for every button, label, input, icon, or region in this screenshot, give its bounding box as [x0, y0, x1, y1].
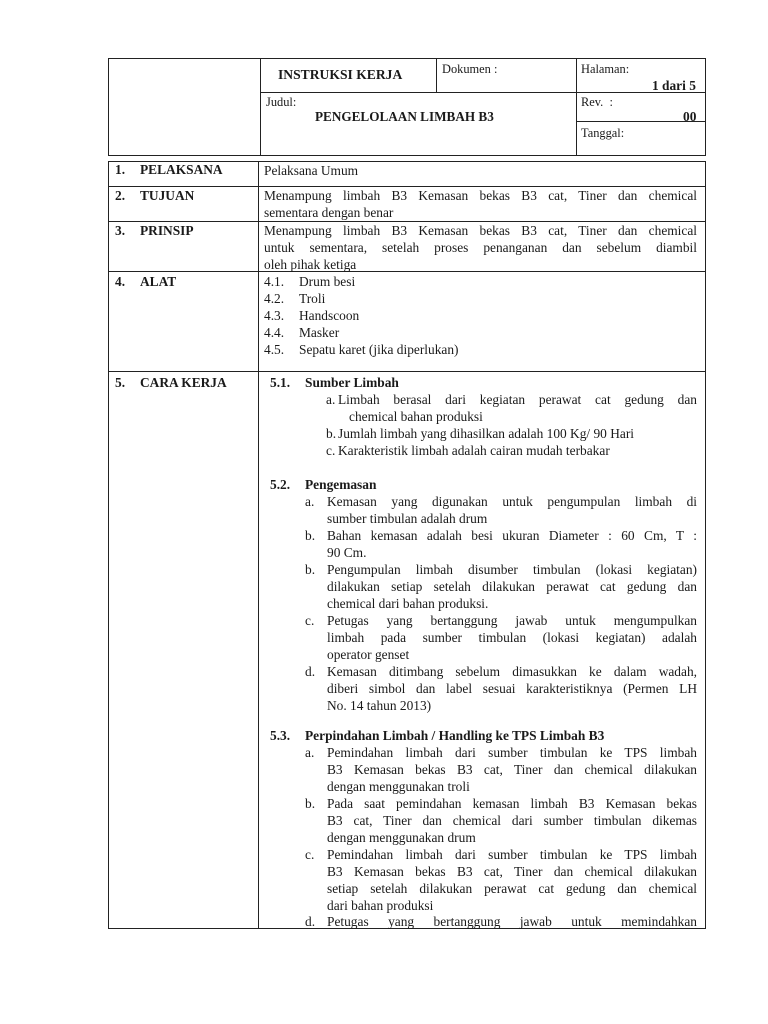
- list-line: operator genset: [327, 647, 410, 662]
- pelaksana-num: 1.: [115, 162, 126, 177]
- list-label: c.: [305, 613, 315, 628]
- alat-num: 4.: [115, 274, 126, 289]
- list-line: dengan menggunakan drum: [327, 830, 476, 845]
- alat-item-num: 4.3.: [264, 308, 285, 323]
- subsection-title: Sumber Limbah: [305, 375, 399, 390]
- list-line: setiap setelah dilakukan perawat cat gedung dan chemical: [327, 881, 697, 896]
- judul-label: Judul:: [266, 95, 297, 109]
- list-line: Petugas yang bertanggung jawab untuk mengumpulkan: [327, 613, 697, 628]
- prinsip-line-2: untuk sementara, setelah proses penanganan dan sebelum diambil: [264, 240, 697, 255]
- alat-item-num: 4.2.: [264, 291, 285, 306]
- alat-title: ALAT: [140, 274, 177, 289]
- list-line: chemical dari bahan produksi.: [327, 596, 489, 611]
- list-line: Bahan kemasan adalah besi ukuran Diameter : 60 Cm, T :: [327, 528, 697, 543]
- list-line: No. 14 tahun 2013): [327, 698, 432, 713]
- list-label: b.: [305, 562, 316, 577]
- list-line: Pada saat pemindahan kemasan limbah B3 Kemasan bekas: [327, 796, 697, 811]
- list-line: sumber timbulan adalah drum: [327, 511, 488, 526]
- alat-item-text: Troli: [299, 291, 326, 306]
- list-label: b.: [305, 528, 316, 543]
- list-label: a.: [305, 745, 315, 760]
- list-line: Limbah berasal dari kegiatan perawat cat gedung dan: [338, 392, 697, 407]
- subsection-num: 5.2.: [270, 477, 291, 492]
- list-line: chemical bahan produksi: [349, 409, 483, 424]
- alat-item-text: Sepatu karet (jika diperlukan): [299, 342, 459, 357]
- subsection-num: 5.3.: [270, 728, 291, 743]
- list-line: Pemindahan limbah dari sumber timbulan ke TPS limbah: [327, 745, 697, 760]
- dokumen-label: Dokumen :: [442, 62, 498, 76]
- list-label: a.: [326, 392, 336, 407]
- list-line: Karakteristik limbah adalah cairan mudah terbakar: [338, 443, 610, 458]
- list-label: d.: [305, 914, 316, 929]
- prinsip-line-3: oleh pihak ketiga: [264, 257, 357, 272]
- list-line: Pengumpulan limbah disumber timbulan (lokasi kegiatan): [327, 562, 697, 577]
- list-line: 90 Cm.: [327, 545, 367, 560]
- prinsip-num: 3.: [115, 223, 126, 238]
- list-label: c.: [305, 847, 315, 862]
- prinsip-line-1: Menampung limbah B3 Kemasan bekas B3 cat, Tiner dan chemical: [264, 223, 697, 238]
- subsection-title: Perpindahan Limbah / Handling ke TPS Limbah B3: [305, 728, 605, 743]
- pelaksana-title: PELAKSANA: [140, 162, 223, 177]
- rev-label: Rev. :: [581, 95, 613, 109]
- cara-kerja-title: CARA KERJA: [140, 375, 227, 390]
- alat-item-text: Drum besi: [299, 274, 356, 289]
- rev-value: 00: [683, 109, 697, 124]
- tanggal-label: Tanggal:: [581, 126, 625, 140]
- alat-item-num: 4.1.: [264, 274, 285, 289]
- list-line: Pemindahan limbah dari sumber timbulan ke TPS limbah: [327, 847, 697, 862]
- list-line: dari bahan produksi: [327, 898, 434, 913]
- tujuan-line-1: Menampung limbah B3 Kemasan bekas B3 cat, Tiner dan chemical: [264, 188, 697, 203]
- list-label: b.: [305, 796, 316, 811]
- list-line: dengan menggunakan troli: [327, 779, 470, 794]
- halaman-value: 1 dari 5: [652, 78, 696, 93]
- tujuan-line-2: sementara dengan benar: [264, 205, 394, 220]
- list-line: B3 Kemasan bekas B3 cat, Tiner dan chemical dilakukan: [327, 864, 697, 879]
- list-line: B3 cat, Tiner dan chemical dari sumber timbulan dikemas: [327, 813, 697, 828]
- tujuan-title: TUJUAN: [140, 188, 195, 203]
- list-label: b.: [326, 426, 337, 441]
- judul-value: PENGELOLAAN LIMBAH B3: [315, 109, 494, 124]
- list-label: c.: [326, 443, 336, 458]
- list-line: limbah pada sumber timbulan (lokasi kegiatan) adalah: [327, 630, 697, 645]
- cara-kerja-num: 5.: [115, 375, 126, 390]
- alat-item-text: Masker: [299, 325, 340, 340]
- pelaksana-content: Pelaksana Umum: [264, 163, 359, 178]
- prinsip-title: PRINSIP: [140, 223, 194, 238]
- list-line: Jumlah limbah yang dihasilkan adalah 100 Kg/ 90 Hari: [338, 426, 635, 441]
- subsection-title: Pengemasan: [305, 477, 377, 492]
- halaman-label: Halaman:: [581, 62, 630, 76]
- alat-item-text: Handscoon: [299, 308, 360, 323]
- subsection-num: 5.1.: [270, 375, 291, 390]
- list-line: Kemasan ditimbang sebelum dimasukkan ke dalam wadah,: [327, 664, 697, 679]
- list-line: Petugas yang bertanggung jawab untuk memindahkan: [327, 914, 697, 929]
- list-label: a.: [305, 494, 315, 509]
- document-title: INSTRUKSI KERJA: [278, 67, 403, 82]
- alat-item-num: 4.4.: [264, 325, 285, 340]
- alat-item-num: 4.5.: [264, 342, 285, 357]
- list-line: Kemasan yang digunakan untuk pengumpulan limbah di: [327, 494, 697, 509]
- tujuan-num: 2.: [115, 188, 126, 203]
- list-label: d.: [305, 664, 316, 679]
- list-line: dilakukan setiap setelah dilakukan perawat cat gedung dan: [327, 579, 697, 594]
- list-line: diberi simbol dan label sesuai karakteristiknya (Permen LH: [327, 681, 697, 696]
- list-line: B3 Kemasan bekas B3 cat, Tiner dan chemical dilakukan: [327, 762, 697, 777]
